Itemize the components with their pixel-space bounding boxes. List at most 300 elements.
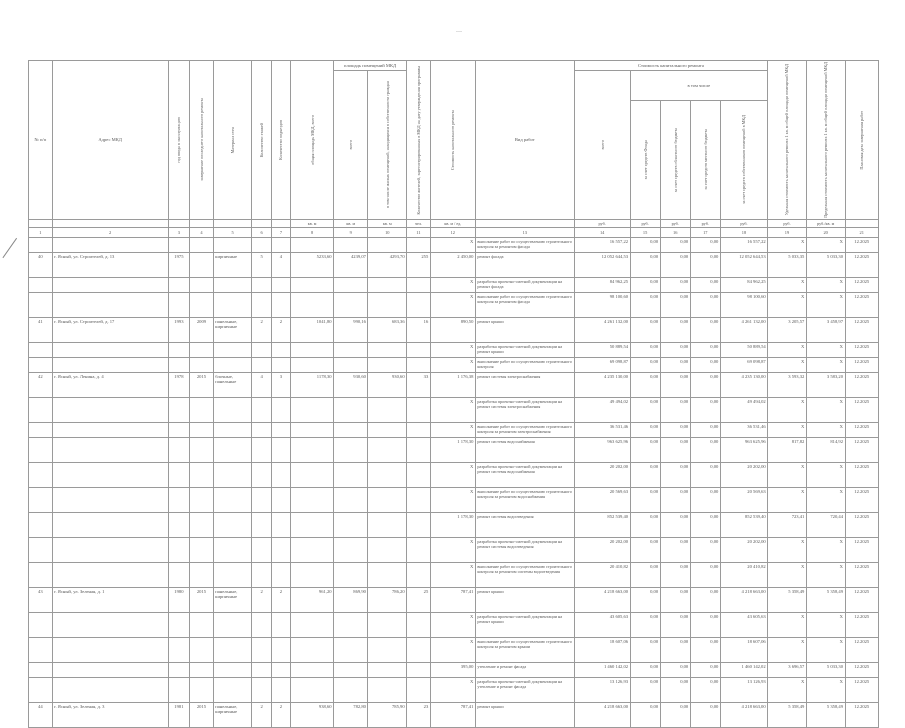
row-area-owned (368, 357, 407, 372)
row-address (52, 462, 168, 487)
row-quantity: Х (430, 342, 475, 357)
row-work-type: разработка проектно-сметной документации на ремонт системы водоснабжения (475, 462, 574, 487)
col-20-header: Предельная стоимость капитального ремонта 1 кв. м общей площади помещений МКД (806, 61, 845, 220)
row-quantity: Х (430, 422, 475, 437)
row-quantity: 1 178,30 (430, 437, 475, 462)
row-work-type: разработка проектно-сметной документации на ремонт системы электроснабжения (475, 397, 574, 422)
row-wall-material (213, 677, 252, 702)
row-quantity: Х (430, 487, 475, 512)
row-year-built (168, 397, 189, 422)
row-area-all: 782,80 (334, 702, 368, 727)
row-wall-material (213, 277, 252, 292)
row-residents (407, 662, 431, 677)
row-cost-total: 963 625,96 (574, 437, 630, 462)
col-13-header: Вид работ (475, 61, 574, 220)
row-cost-owners: 13 126,93 (720, 677, 767, 702)
row-number: 42 (29, 372, 53, 397)
row-last-repair (190, 662, 214, 677)
row-year-built (168, 662, 189, 677)
row-limit-cost: 3 583,20 (806, 372, 845, 397)
row-residents (407, 437, 431, 462)
row-floors (252, 637, 271, 662)
row-cost-total: 13 126,93 (574, 677, 630, 702)
row-quantity: 1 178,30 (430, 512, 475, 537)
row-unit-cost: Х (768, 342, 807, 357)
col-15-header: за счет средств Фонда (630, 100, 660, 219)
row-cost-regional: 0,00 (660, 277, 690, 292)
row-end-date: 12.2025 (845, 462, 879, 487)
row-cost-fund: 0,00 (630, 397, 660, 422)
row-entrances: 4 (271, 252, 290, 277)
row-cost-regional: 0,00 (660, 637, 690, 662)
row-last-repair (190, 487, 214, 512)
row-total-area (291, 462, 334, 487)
row-floors (252, 422, 271, 437)
col-3-header: год ввода в эксплуатацию (168, 61, 189, 220)
row-cost-local: 0,00 (690, 342, 720, 357)
row-work-type: ремонт системы электроснабжения (475, 372, 574, 397)
table-row (29, 252, 879, 277)
row-wall-material: панельные, кирпичные (213, 702, 252, 727)
row-unit-cost: 3 593,32 (768, 372, 807, 397)
row-limit-cost: Х (806, 537, 845, 562)
row-residents (407, 637, 431, 662)
row-cost-owners: 18 607,06 (720, 637, 767, 662)
table-row (29, 587, 879, 612)
row-floors: 5 (252, 252, 271, 277)
row-year-built (168, 437, 189, 462)
col-5-header: Материал стен (213, 61, 252, 220)
row-cost-total: 4 218 663,00 (574, 587, 630, 612)
row-quantity: Х (430, 292, 475, 317)
row-cost-owners: 4 218 663,00 (720, 587, 767, 612)
row-area-owned (368, 677, 407, 702)
table-row (29, 237, 879, 252)
row-entrances (271, 612, 290, 637)
row-residents (407, 462, 431, 487)
row-quantity: 2 450,00 (430, 252, 475, 277)
row-entrances: 2 (271, 702, 290, 727)
row-wall-material (213, 237, 252, 252)
row-cost-fund: 0,00 (630, 612, 660, 637)
row-cost-local: 0,00 (690, 292, 720, 317)
row-last-repair (190, 252, 214, 277)
row-floors (252, 512, 271, 537)
row-cost-regional: 0,00 (660, 677, 690, 702)
row-limit-cost: 5 033,30 (806, 252, 845, 277)
row-total-area (291, 487, 334, 512)
row-last-repair (190, 292, 214, 317)
row-floors (252, 237, 271, 252)
row-cost-owners: 84 962,25 (720, 277, 767, 292)
row-cost-total: 69 098,87 (574, 357, 630, 372)
row-cost-regional: 0,00 (660, 537, 690, 562)
row-wall-material (213, 562, 252, 587)
row-cost-owners: 4 218 663,00 (720, 702, 767, 727)
table-row (29, 612, 879, 637)
row-residents (407, 237, 431, 252)
row-quantity: Х (430, 277, 475, 292)
row-last-repair (190, 437, 214, 462)
area-group-header: площадь помещений МКД (334, 61, 407, 71)
row-area-all (334, 612, 368, 637)
row-cost-local: 0,00 (690, 237, 720, 252)
row-residents: 255 (407, 252, 431, 277)
row-address (52, 637, 168, 662)
row-residents (407, 562, 431, 587)
table-row (29, 462, 879, 487)
row-year-built (168, 357, 189, 372)
row-wall-material: блочные, панельные (213, 372, 252, 397)
row-total-area (291, 437, 334, 462)
row-last-repair: 2015 (190, 702, 214, 727)
table-row (29, 397, 879, 422)
row-cost-regional: 0,00 (660, 512, 690, 537)
table-row (29, 372, 879, 397)
row-work-type: ремонт крыши (475, 702, 574, 727)
row-wall-material: панельные, кирпичные (213, 317, 252, 342)
row-total-area: 1178,30 (291, 372, 334, 397)
row-end-date: 12.2025 (845, 342, 879, 357)
row-last-repair (190, 677, 214, 702)
row-limit-cost: Х (806, 237, 845, 252)
row-limit-cost: 5 033,30 (806, 662, 845, 677)
row-cost-owners: 20 202,00 (720, 537, 767, 562)
row-cost-local: 0,00 (690, 252, 720, 277)
cost-group-header: Стоимость капитального ремонта (574, 61, 767, 71)
row-work-type: выполнение работ по осуществлению строительного контроля за ремонтом системы водоотведения (475, 562, 574, 587)
row-number (29, 562, 53, 587)
row-work-type: ремонт крыши (475, 317, 574, 342)
row-cost-owners: 963 625,96 (720, 437, 767, 462)
row-floors (252, 437, 271, 462)
row-limit-cost: Х (806, 637, 845, 662)
col-11-header: Количество жителей, зарегистрированных в МКД на дату утверждения программы (407, 61, 431, 220)
row-cost-total: 1 460 142,02 (574, 662, 630, 677)
row-cost-total: 4 261 132,00 (574, 317, 630, 342)
row-quantity: Х (430, 237, 475, 252)
row-limit-cost: Х (806, 487, 845, 512)
row-cost-local: 0,00 (690, 537, 720, 562)
row-cost-regional: 0,00 (660, 342, 690, 357)
row-cost-local: 0,00 (690, 637, 720, 662)
row-cost-total: 36 531,46 (574, 422, 630, 437)
row-total-area (291, 612, 334, 637)
row-residents (407, 612, 431, 637)
row-work-type: разработка проектно-сметной документации на ремонт системы водоотведения (475, 537, 574, 562)
row-area-all (334, 357, 368, 372)
row-cost-regional: 0,00 (660, 252, 690, 277)
row-cost-local: 0,00 (690, 677, 720, 702)
row-cost-fund: 0,00 (630, 462, 660, 487)
row-area-owned (368, 237, 407, 252)
row-end-date: 12.2025 (845, 587, 879, 612)
row-area-all (334, 562, 368, 587)
row-limit-cost: Х (806, 292, 845, 317)
row-wall-material (213, 512, 252, 537)
row-cost-fund: 0,00 (630, 662, 660, 677)
row-number: 41 (29, 317, 53, 342)
row-address (52, 612, 168, 637)
row-cost-local: 0,00 (690, 437, 720, 462)
row-area-all (334, 637, 368, 662)
row-number (29, 537, 53, 562)
row-end-date: 12.2025 (845, 612, 879, 637)
row-year-built (168, 277, 189, 292)
col-8-header: общая площадь МКД, всего (291, 61, 334, 220)
row-entrances (271, 342, 290, 357)
row-area-owned: 785,90 (368, 702, 407, 727)
row-area-all (334, 342, 368, 357)
row-floors (252, 462, 271, 487)
row-entrances (271, 512, 290, 537)
table-row (29, 422, 879, 437)
row-number (29, 662, 53, 677)
row-quantity: 787,41 (430, 702, 475, 727)
row-year-built (168, 677, 189, 702)
row-unit-cost: 3 205,57 (768, 317, 807, 342)
row-area-owned (368, 397, 407, 422)
row-quantity: Х (430, 462, 475, 487)
row-cost-local: 0,00 (690, 562, 720, 587)
table-row (29, 702, 879, 727)
row-last-repair (190, 637, 214, 662)
table-row (29, 292, 879, 317)
row-total-area (291, 342, 334, 357)
row-unit-cost: Х (768, 487, 807, 512)
row-cost-fund: 0,00 (630, 252, 660, 277)
row-cost-fund: 0,00 (630, 372, 660, 397)
row-number: 43 (29, 587, 53, 612)
row-floors (252, 677, 271, 702)
row-cost-total: 18 607,06 (574, 637, 630, 662)
row-end-date: 12.2025 (845, 237, 879, 252)
row-work-type: разработка проектно-сметной документации на утепление и ремонт фасада (475, 677, 574, 702)
row-cost-owners: 16 557,22 (720, 237, 767, 252)
row-wall-material: кирпичные (213, 252, 252, 277)
row-year-built (168, 342, 189, 357)
row-entrances (271, 357, 290, 372)
row-year-built (168, 292, 189, 317)
row-cost-regional: 0,00 (660, 437, 690, 462)
row-area-owned (368, 462, 407, 487)
row-cost-owners: 12 052 644,53 (720, 252, 767, 277)
row-unit-cost: Х (768, 357, 807, 372)
row-cost-fund: 0,00 (630, 422, 660, 437)
row-cost-owners: 20 410,82 (720, 562, 767, 587)
row-cost-fund: 0,00 (630, 237, 660, 252)
row-cost-regional: 0,00 (660, 372, 690, 397)
row-total-area (291, 662, 334, 677)
row-unit-cost: 817,82 (768, 437, 807, 462)
table-row (29, 487, 879, 512)
row-end-date: 12.2025 (845, 662, 879, 677)
row-cost-fund: 0,00 (630, 357, 660, 372)
row-address: г. Ясный, ул. Зеленая, д. 1 (52, 587, 168, 612)
row-cost-fund: 0,00 (630, 677, 660, 702)
row-residents (407, 487, 431, 512)
row-number (29, 487, 53, 512)
row-year-built (168, 487, 189, 512)
row-address (52, 662, 168, 677)
row-cost-local: 0,00 (690, 372, 720, 397)
row-address (52, 562, 168, 587)
row-area-owned: 4293,70 (368, 252, 407, 277)
row-residents: 25 (407, 587, 431, 612)
row-entrances: 3 (271, 372, 290, 397)
row-quantity: Х (430, 637, 475, 662)
row-cost-local: 0,00 (690, 357, 720, 372)
row-year-built: 1993 (168, 317, 189, 342)
row-residents: 33 (407, 372, 431, 397)
row-end-date: 12.2025 (845, 372, 879, 397)
row-end-date: 12.2025 (845, 292, 879, 317)
row-total-area (291, 237, 334, 252)
row-quantity: Х (430, 397, 475, 422)
row-last-repair: 2015 (190, 372, 214, 397)
row-cost-owners: 43 605,63 (720, 612, 767, 637)
row-year-built (168, 637, 189, 662)
row-work-type: выполнение работ по осуществлению строительного контроля за ремонтом электроснабжения (475, 422, 574, 437)
row-wall-material (213, 462, 252, 487)
row-cost-fund: 0,00 (630, 537, 660, 562)
row-number (29, 637, 53, 662)
row-floors: 2 (252, 702, 271, 727)
table-row (29, 277, 879, 292)
row-end-date: 12.2025 (845, 357, 879, 372)
row-end-date: 12.2025 (845, 317, 879, 342)
row-residents (407, 292, 431, 317)
row-area-all (334, 662, 368, 677)
row-total-area (291, 422, 334, 437)
row-floors (252, 342, 271, 357)
table-row (29, 537, 879, 562)
row-address (52, 397, 168, 422)
row-address: г. Ясный, ул. Строителей, д. 13 (52, 252, 168, 277)
row-total-area: 1041,80 (291, 317, 334, 342)
row-last-repair (190, 422, 214, 437)
page-marker: … (456, 28, 462, 34)
row-cost-owners: 4 261 132,00 (720, 317, 767, 342)
row-year-built: 1978 (168, 372, 189, 397)
row-total-area (291, 637, 334, 662)
row-area-all (334, 397, 368, 422)
row-cost-local: 0,00 (690, 662, 720, 677)
row-area-all (334, 677, 368, 702)
row-floors (252, 612, 271, 637)
row-floors (252, 357, 271, 372)
row-year-built (168, 462, 189, 487)
column-index-row: 1 2 3 4 5 6 7 8 9 10 11 12 13 14 15 16 17 18 19 20 21 (29, 227, 879, 237)
row-address (52, 512, 168, 537)
row-address (52, 437, 168, 462)
row-area-owned (368, 562, 407, 587)
row-cost-fund: 0,00 (630, 437, 660, 462)
row-wall-material (213, 612, 252, 637)
row-residents (407, 677, 431, 702)
row-address (52, 677, 168, 702)
row-end-date: 12.2025 (845, 277, 879, 292)
row-area-owned (368, 662, 407, 677)
program-table-sheet (28, 60, 879, 715)
row-last-repair (190, 357, 214, 372)
row-area-all: 990,16 (334, 317, 368, 342)
row-floors (252, 292, 271, 317)
row-cost-regional: 0,00 (660, 702, 690, 727)
row-area-all (334, 277, 368, 292)
row-floors: 2 (252, 317, 271, 342)
row-work-type: ремонт системы водоснабжения (475, 437, 574, 462)
row-last-repair: 2015 (190, 587, 214, 612)
row-unit-cost: Х (768, 292, 807, 317)
row-unit-cost: Х (768, 277, 807, 292)
table-body (29, 237, 879, 727)
row-area-owned (368, 512, 407, 537)
row-limit-cost: Х (806, 677, 845, 702)
row-area-owned (368, 342, 407, 357)
col-12-header: Стоимость капитального ремонта (430, 61, 475, 220)
row-cost-total: 20 202,00 (574, 537, 630, 562)
row-total-area (291, 677, 334, 702)
row-area-all: 4239,07 (334, 252, 368, 277)
row-cost-total: 20 410,82 (574, 562, 630, 587)
row-cost-regional: 0,00 (660, 422, 690, 437)
row-year-built (168, 562, 189, 587)
row-cost-total: 84 962,25 (574, 277, 630, 292)
row-unit-cost: Х (768, 462, 807, 487)
row-address (52, 537, 168, 562)
row-limit-cost: 3 458,97 (806, 317, 845, 342)
row-last-repair (190, 512, 214, 537)
row-unit-cost: 723,41 (768, 512, 807, 537)
col-2-header: Адрес МКД (52, 61, 168, 220)
row-total-area (291, 357, 334, 372)
row-last-repair: 2009 (190, 317, 214, 342)
row-last-repair (190, 537, 214, 562)
row-unit-cost: Х (768, 422, 807, 437)
row-limit-cost: Х (806, 277, 845, 292)
row-limit-cost: 5 358,49 (806, 587, 845, 612)
row-cost-total: 4 235 130,00 (574, 372, 630, 397)
row-number (29, 612, 53, 637)
row-area-owned: 786,20 (368, 587, 407, 612)
row-number: 40 (29, 252, 53, 277)
row-total-area (291, 277, 334, 292)
row-cost-owners: 50 889,54 (720, 342, 767, 357)
row-total-area (291, 292, 334, 317)
row-wall-material (213, 292, 252, 317)
row-cost-regional: 0,00 (660, 357, 690, 372)
row-area-owned (368, 537, 407, 562)
row-work-type: выполнение работ по осуществлению строительного контроля (475, 357, 574, 372)
row-area-owned (368, 487, 407, 512)
row-floors (252, 277, 271, 292)
row-unit-cost: Х (768, 397, 807, 422)
row-year-built (168, 512, 189, 537)
col-18-header: за счет средств собственников помещений в МКД (720, 100, 767, 219)
row-limit-cost: Х (806, 342, 845, 357)
row-quantity: Х (430, 537, 475, 562)
row-wall-material (213, 662, 252, 677)
row-entrances (271, 237, 290, 252)
row-cost-owners: 36 531,46 (720, 422, 767, 437)
row-cost-fund: 0,00 (630, 562, 660, 587)
row-cost-fund: 0,00 (630, 512, 660, 537)
row-cost-fund: 0,00 (630, 277, 660, 292)
row-cost-total: 43 605,63 (574, 612, 630, 637)
row-entrances (271, 292, 290, 317)
row-cost-owners: 98 100,60 (720, 292, 767, 317)
